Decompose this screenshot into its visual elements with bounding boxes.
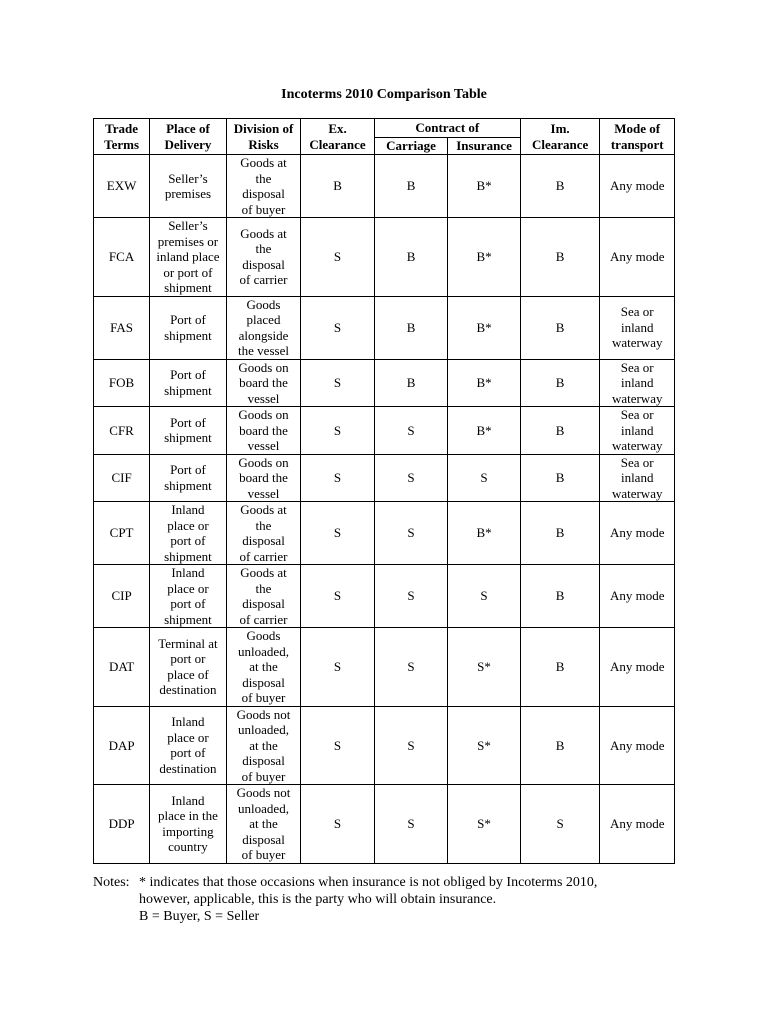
cell-ex: S (301, 565, 375, 628)
cell-risk (226, 454, 301, 502)
cell-risk-line: at the (249, 816, 278, 831)
cell-place-line: shipment (164, 382, 212, 398)
cell-risk-line: unloaded, (238, 722, 289, 737)
cell-risk-line: of carrier (239, 548, 288, 564)
cell-term: DAP (94, 706, 150, 785)
cell-im: S (520, 785, 600, 864)
cell-insurance: S* (448, 706, 520, 785)
cell-risk-line: the (255, 241, 272, 257)
cell-risk (226, 155, 301, 218)
cell-place-line: place of (167, 666, 209, 682)
cell-risk-line: Goods (246, 296, 281, 312)
cell-risk-line: unloaded, (238, 643, 289, 659)
cell-risk-line: board the (239, 470, 288, 485)
header-mode-of-transport: Mode of transport (600, 119, 675, 155)
cell-place-line: place or (167, 517, 209, 533)
cell-im: B (520, 218, 600, 297)
header-ex-clearance: Ex. Clearance (301, 119, 375, 155)
table-row (94, 502, 675, 565)
cell-risk (226, 628, 301, 707)
cell-term: CFR (94, 407, 150, 455)
cell-risk-line: Goods at (240, 155, 287, 170)
cell-risk-line: board the (239, 375, 288, 390)
cell-ex: S (301, 218, 375, 297)
cell-risk-line: disposal (242, 186, 285, 201)
cell-mode-line: Any mode (609, 737, 665, 753)
cell-risk-line: Goods not (236, 706, 291, 722)
header-contract-of: Contract of (374, 119, 520, 138)
cell-place-line: premises or (157, 233, 219, 249)
cell-term: FAS (94, 296, 150, 359)
cell-mode-line: Any mode (609, 178, 665, 194)
cell-risk-line: of carrier (239, 611, 288, 627)
cell-term: EXW (94, 155, 150, 218)
cell-risk-line: of buyer (241, 690, 286, 705)
cell-risk-line: disposal (242, 596, 285, 611)
cell-risk (226, 407, 301, 455)
cell-place-line: inland place (156, 249, 220, 264)
incoterms-table (93, 118, 675, 864)
cell-place-line: destination (159, 760, 217, 776)
header-carriage: Carriage (374, 138, 448, 155)
cell-risk-line: the (255, 170, 272, 186)
cell-carriage: B (374, 359, 448, 407)
cell-risk-line: the (255, 580, 272, 596)
cell-insurance: B* (448, 407, 520, 455)
cell-term: CPT (94, 502, 150, 565)
cell-place-line: Port of (170, 462, 206, 478)
cell-insurance: B* (448, 502, 520, 565)
header-division-of-risks: Division of Risks (226, 119, 301, 155)
cell-insurance: S* (448, 785, 520, 864)
cell-ex: S (301, 454, 375, 502)
cell-place-line: shipment (164, 280, 212, 295)
cell-term: FOB (94, 359, 150, 407)
header-insurance: Insurance (448, 138, 520, 155)
cell-insurance: B* (448, 359, 520, 407)
cell-place-line: or port of (163, 264, 213, 280)
cell-term: CIF (94, 454, 150, 502)
cell-risk-line: vessel (247, 485, 280, 501)
cell-term: CIP (94, 565, 150, 628)
cell-mode-line: Any mode (609, 525, 665, 541)
cell-mode-line: Sea or (620, 359, 654, 375)
cell-risk-line: disposal (242, 674, 285, 690)
cell-mode-line: inland (620, 422, 654, 438)
cell-mode-line: Any mode (609, 816, 665, 831)
table-body (94, 155, 675, 864)
cell-mode (600, 706, 675, 785)
notes-body (139, 874, 693, 925)
cell-place-line: shipment (164, 327, 212, 343)
cell-im: B (520, 502, 600, 565)
cell-mode-line: waterway (611, 390, 663, 406)
cell-mode (600, 454, 675, 502)
cell-mode-line: waterway (611, 438, 663, 453)
cell-risk-line: disposal (242, 256, 285, 272)
table-row (94, 706, 675, 785)
cell-place-line: shipment (164, 548, 212, 564)
cell-mode-line: Any mode (609, 249, 665, 264)
cell-place (150, 565, 227, 628)
cell-risk (226, 565, 301, 628)
cell-risk-line: Goods at (240, 225, 287, 241)
cell-risk-line: of buyer (241, 201, 286, 217)
cell-risk-line: disposal (242, 831, 285, 847)
cell-im: B (520, 407, 600, 455)
cell-ex: S (301, 628, 375, 707)
cell-place-line: importing (162, 823, 214, 839)
cell-risk (226, 359, 301, 407)
cell-mode-line: waterway (611, 335, 663, 351)
cell-insurance: S (448, 565, 520, 628)
cell-place (150, 359, 227, 407)
cell-mode (600, 218, 675, 297)
cell-place (150, 155, 227, 218)
header-im-clearance: Im. Clearance (520, 119, 600, 155)
cell-ex: S (301, 296, 375, 359)
cell-im: B (520, 706, 600, 785)
notes-line: * indicates that those occasions when insurance is not obliged by Incoterms 2010, (139, 875, 598, 890)
cell-place-line: destination (159, 682, 217, 698)
cell-carriage: S (374, 454, 448, 502)
cell-place-line: Inland (171, 714, 205, 730)
cell-ex: S (301, 359, 375, 407)
cell-mode-line: waterway (611, 485, 663, 501)
cell-im: B (520, 628, 600, 707)
cell-mode (600, 359, 675, 407)
cell-place-line: shipment (164, 430, 212, 446)
cell-place-line: port of (170, 745, 206, 761)
cell-risk-line: placed (246, 312, 281, 327)
header-trade-terms: Trade Terms (94, 119, 150, 155)
cell-mode-line: inland (620, 375, 654, 390)
cell-insurance: B* (448, 155, 520, 218)
cell-risk-line: Goods on (238, 359, 289, 375)
cell-carriage: B (374, 218, 448, 297)
cell-carriage: S (374, 628, 448, 707)
cell-place (150, 706, 227, 785)
cell-risk-line: Goods at (240, 502, 287, 517)
cell-risk-line: Goods on (238, 454, 289, 470)
page-title: Incoterms 2010 Comparison Table (281, 87, 487, 102)
cell-risk-line: the vessel (238, 343, 289, 358)
cell-risk (226, 502, 301, 565)
cell-insurance: S (448, 454, 520, 502)
cell-place (150, 502, 227, 565)
cell-place (150, 454, 227, 502)
cell-im: B (520, 359, 600, 407)
cell-place (150, 218, 227, 297)
cell-risk-line: at the (249, 737, 278, 753)
cell-place (150, 407, 227, 455)
cell-mode (600, 785, 675, 864)
cell-mode-line: Sea or (620, 304, 654, 320)
table-row (94, 628, 675, 707)
cell-mode (600, 155, 675, 218)
cell-mode-line: Any mode (609, 659, 665, 674)
cell-place-line: Inland (171, 502, 205, 517)
cell-place (150, 785, 227, 864)
cell-ex: S (301, 502, 375, 565)
cell-mode (600, 296, 675, 359)
cell-risk-line: board the (239, 422, 288, 438)
cell-place (150, 296, 227, 359)
cell-place-line: country (168, 839, 208, 855)
cell-place-line: Inland (171, 792, 205, 808)
cell-mode (600, 565, 675, 628)
cell-risk-line: vessel (247, 390, 280, 406)
cell-place-line: Inland (171, 565, 205, 580)
cell-place-line: place or (167, 729, 209, 745)
cell-risk-line: Goods on (238, 407, 289, 422)
cell-carriage: S (374, 502, 448, 565)
cell-ex: S (301, 407, 375, 455)
cell-risk-line: disposal (242, 753, 285, 768)
cell-place-line: Seller’s (168, 218, 208, 233)
cell-ex: B (301, 155, 375, 218)
cell-risk-line: vessel (247, 438, 280, 453)
cell-risk-line: Goods not (236, 785, 291, 800)
cell-place-line: port or (170, 651, 206, 667)
cell-place-line: shipment (164, 611, 212, 627)
table-row (94, 407, 675, 455)
cell-place-line: Port of (170, 312, 206, 327)
cell-carriage: B (374, 296, 448, 359)
cell-risk-line: unloaded, (238, 800, 289, 816)
cell-place (150, 628, 227, 707)
notes-label: Notes: (93, 875, 130, 890)
table-row (94, 218, 675, 297)
cell-mode-line: inland (620, 470, 654, 485)
cell-risk-line: of buyer (241, 768, 286, 784)
notes (93, 874, 693, 925)
cell-risk (226, 218, 301, 297)
cell-place-line: place or (167, 580, 209, 596)
cell-mode-line: Any mode (609, 588, 665, 604)
cell-place-line: Seller’s (168, 170, 208, 186)
cell-place-line: port of (170, 533, 206, 548)
cell-place-line: Terminal at (158, 635, 218, 651)
cell-risk-line: the (255, 517, 272, 533)
cell-risk (226, 785, 301, 864)
cell-mode (600, 407, 675, 455)
cell-place-line: port of (170, 596, 206, 611)
cell-insurance: B* (448, 296, 520, 359)
notes-line: B = Buyer, S = Seller (139, 909, 260, 924)
cell-ex: S (301, 785, 375, 864)
cell-risk (226, 706, 301, 785)
cell-place-line: premises (164, 186, 212, 201)
cell-place-line: shipment (164, 477, 212, 493)
header-row (94, 119, 675, 138)
cell-insurance: B* (448, 218, 520, 297)
cell-mode (600, 502, 675, 565)
cell-mode-line: inland (620, 319, 654, 335)
cell-risk-line: alongside (238, 327, 289, 343)
table-row (94, 296, 675, 359)
cell-ex: S (301, 706, 375, 785)
cell-risk-line: disposal (242, 533, 285, 548)
cell-carriage: S (374, 565, 448, 628)
cell-mode-line: Sea or (620, 407, 654, 422)
header-place-of-delivery: Place of Delivery (150, 119, 227, 155)
cell-place-line: Port of (170, 367, 206, 383)
cell-term: FCA (94, 218, 150, 297)
cell-insurance: S* (448, 628, 520, 707)
table-row (94, 454, 675, 502)
notes-line: however, applicable, this is the party who will obtain insurance. (139, 892, 497, 907)
cell-risk (226, 296, 301, 359)
cell-carriage: B (374, 155, 448, 218)
cell-place-line: place in the (157, 808, 218, 824)
cell-mode-line: Sea or (620, 454, 654, 470)
table-row (94, 155, 675, 218)
cell-im: B (520, 155, 600, 218)
cell-mode (600, 628, 675, 707)
cell-risk-line: Goods at (240, 565, 287, 580)
table-row (94, 565, 675, 628)
table-row (94, 359, 675, 407)
cell-im: B (520, 296, 600, 359)
cell-carriage: S (374, 407, 448, 455)
cell-carriage: S (374, 785, 448, 864)
table-row (94, 785, 675, 864)
cell-risk-line: at the (249, 659, 278, 674)
cell-place-line: Port of (170, 414, 206, 430)
cell-im: B (520, 454, 600, 502)
cell-risk-line: Goods (246, 628, 281, 643)
cell-term: DAT (94, 628, 150, 707)
cell-term: DDP (94, 785, 150, 864)
cell-im: B (520, 565, 600, 628)
cell-risk-line: of buyer (241, 847, 286, 862)
cell-risk-line: of carrier (239, 272, 288, 288)
cell-carriage: S (374, 706, 448, 785)
